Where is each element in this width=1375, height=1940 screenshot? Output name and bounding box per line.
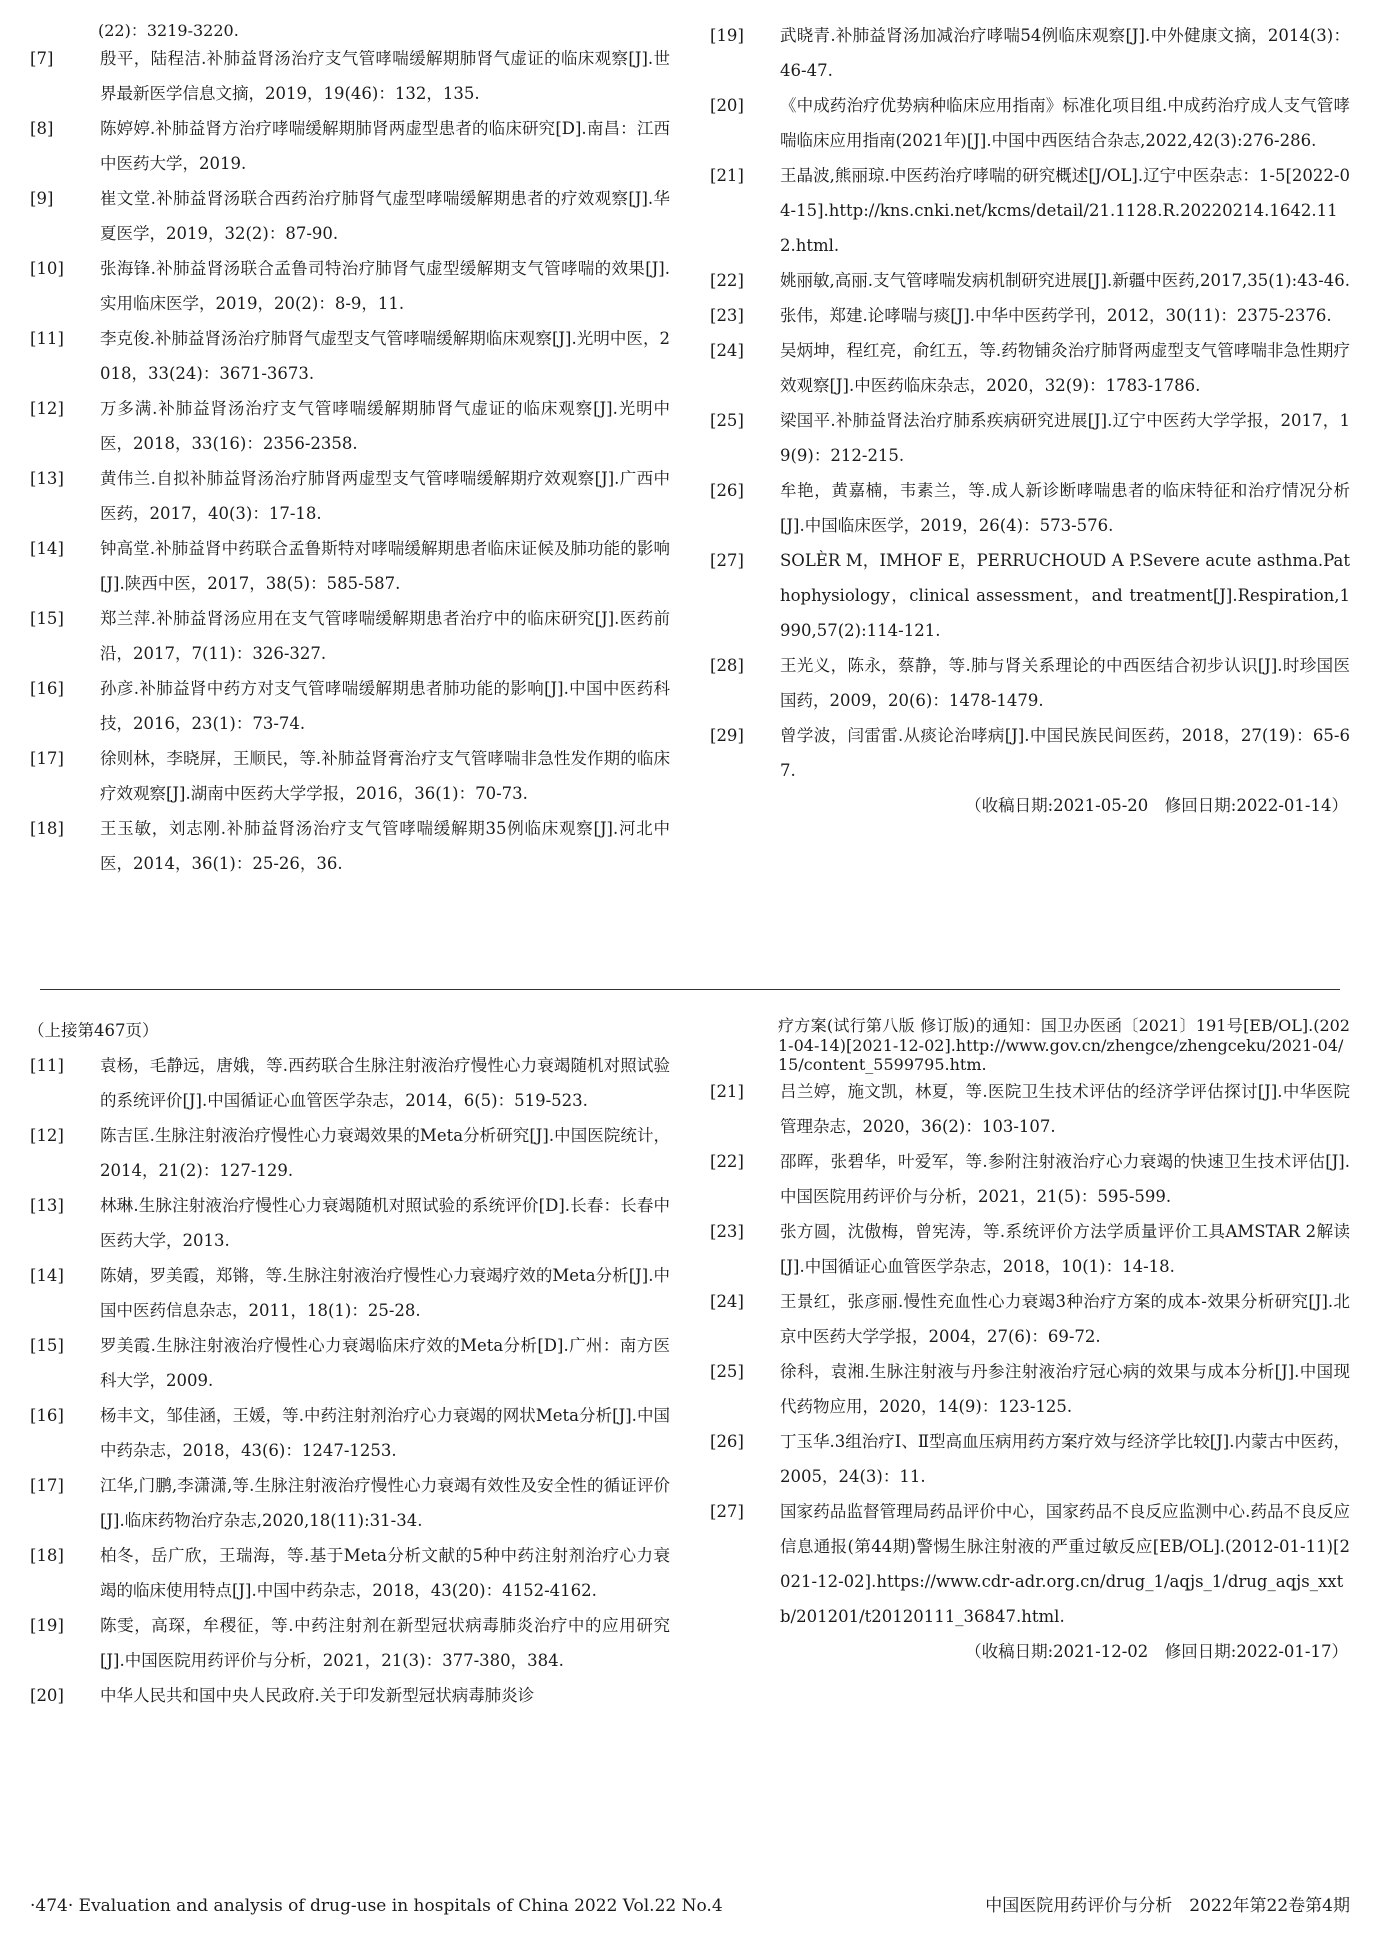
reference-item: [710, 1494, 1350, 1634]
reference-text: 崔文堂.补肺益肾汤联合西药治疗肺肾气虚型哮喘缓解期患者的疗效观察[J].华夏医学，2019，32(2)：87-90.: [100, 189, 670, 243]
reference-item: [710, 718, 1350, 788]
reference-text: 张伟，郑建.论哮喘与痰[J].中华中医药学刊，2012，30(11)：2375-2376.: [780, 306, 1332, 325]
reference-text: 黄伟兰.自拟补肺益肾汤治疗肺肾两虚型支气管哮喘缓解期疗效观察[J].广西中医药，2017，40(3)：17-18.: [100, 469, 670, 523]
reference-item: [710, 1354, 1350, 1424]
reference-number: [ 15 ]: [30, 1328, 100, 1398]
reference-text: 《中成药治疗优势病种临床应用指南》标准化项目组.中成药治疗成人支气管哮喘临床应用指南(2021年)[J].中国中西医结合杂志,2022,42(3):276-286.: [780, 96, 1350, 150]
reference-text: 姚丽敏,高丽.支气管哮喘发病机制研究进展[J].新疆中医药,2017,35(1):43-46.: [780, 271, 1350, 290]
reference-number: [ 19 ]: [30, 1608, 100, 1678]
reference-number: [ 20 ]: [710, 88, 780, 158]
reference-text: 李克俊.补肺益肾汤治疗肺肾气虚型支气管哮喘缓解期临床观察[J].光明中医，2018，33(24)：3671-3673.: [100, 329, 670, 383]
reference-number: [ 7 ]: [30, 41, 100, 111]
references-lower-right-column: [710, 1013, 1350, 1713]
reference-item: [710, 1284, 1350, 1354]
reference-number: [ 24 ]: [710, 1284, 780, 1354]
reference-item: [30, 1468, 670, 1538]
reference-text: 徐科，袁湘.生脉注射液与丹参注射液治疗冠心病的效果与成本分析[J].中国现代药物应用，2020，14(9)：123-125.: [780, 1362, 1350, 1416]
reference-number: [ 11 ]: [30, 1048, 100, 1118]
reference-text: 中华人民共和国中央人民政府.关于印发新型冠状病毒肺炎诊: [100, 1686, 535, 1705]
received-revised-dates: （收稿日期:2021-12-02 修回日期:2022-01-17）: [965, 1642, 1348, 1661]
reference-number: [ 22 ]: [710, 263, 780, 298]
reference-number: [ 19 ]: [710, 18, 780, 88]
reference-item: [30, 1328, 670, 1398]
reference-text: 钟高堂.补肺益肾中药联合孟鲁斯特对哮喘缓解期患者临床证候及肺功能的影响[J].陕西中医，2017，38(5)：585-587.: [100, 539, 670, 593]
reference-text: 罗美霞.生脉注射液治疗慢性心力衰竭临床疗效的Meta分析[D].广州：南方医科大学，2009.: [100, 1336, 670, 1390]
reference-number: [ 9 ]: [30, 181, 100, 251]
reference-text: 陈婧，罗美霞，郑锵，等.生脉注射液治疗慢性心力衰竭疗效的Meta分析[J].中国中医药信息杂志，2011，18(1)：25-28.: [100, 1266, 670, 1320]
reference-number: [ 14 ]: [30, 1258, 100, 1328]
reference-item: [30, 461, 670, 531]
reference-item: [710, 333, 1350, 403]
reference-continuation: 疗方案(试行第八版 修订版)的通知：国卫办医函〔2021〕191号[EB/OL].(2021-04-14)[2021-12-02].http://www.gov.cn/zhengce/zhengceku/2021-04/15/content_5599795.htm.: [778, 1016, 1350, 1074]
reference-item: [30, 181, 670, 251]
reference-item: [710, 1144, 1350, 1214]
section-divider: [40, 989, 1340, 990]
reference-text: 王景红，张彦丽.慢性充血性心力衰竭3种治疗方案的成本-效果分析研究[J].北京中医药大学学报，2004，27(6)：69-72.: [780, 1292, 1350, 1346]
reference-number: [ 16 ]: [30, 1398, 100, 1468]
reference-item: [30, 531, 670, 601]
reference-text: 万多满.补肺益肾汤治疗支气管哮喘缓解期肺肾气虚证的临床观察[J].光明中医，2018，33(16)：2356-2358.: [100, 399, 670, 453]
reference-item: [30, 391, 670, 461]
reference-number: [ 8 ]: [30, 111, 100, 181]
reference-item: [30, 671, 670, 741]
reference-continuation: (22)：3219-3220.: [98, 21, 239, 40]
reference-number: [ 13 ]: [30, 1188, 100, 1258]
reference-number: [ 11 ]: [30, 321, 100, 391]
reference-text: 吴炳坤，程红亮，俞红五，等.药物铺灸治疗肺肾两虚型支气管哮喘非急性期疗效观察[J].中医药临床杂志，2020，32(9)：1783-1786.: [780, 341, 1350, 395]
reference-number: [ 24 ]: [710, 333, 780, 403]
references-upper-right-column: [710, 18, 1350, 881]
reference-item: [30, 811, 670, 881]
reference-number: [ 18 ]: [30, 811, 100, 881]
reference-number: [ 21 ]: [710, 158, 780, 263]
references-upper-left-column: [30, 18, 670, 881]
reference-text: 殷平，陆程洁.补肺益肾汤治疗支气管哮喘缓解期肺肾气虚证的临床观察[J].世界最新医学信息文摘，2019，19(46)：132，135.: [100, 49, 670, 103]
references-upper: [30, 18, 1350, 881]
reference-item: [30, 601, 670, 671]
reference-item: [30, 1258, 670, 1328]
reference-number: [ 13 ]: [30, 461, 100, 531]
reference-item: [30, 1398, 670, 1468]
reference-item: [30, 1048, 670, 1118]
reference-text: 牟艳，黄嘉楠，韦素兰，等.成人新诊断哮喘患者的临床特征和治疗情况分析[J].中国临床医学，2019，26(4)：573-576.: [780, 481, 1350, 535]
reference-text: 武晓青.补肺益肾汤加减治疗哮喘54例临床观察[J].中外健康文摘，2014(3)：46-47.: [780, 26, 1350, 80]
reference-item: [710, 18, 1350, 88]
reference-item: [30, 111, 670, 181]
reference-text: 张海锋.补肺益肾汤联合孟鲁司特治疗肺肾气虚型缓解期支气管哮喘的效果[J].实用临床医学，2019，20(2)：8-9，11.: [100, 259, 670, 313]
reference-text: 陈雯，高琛，牟稷征，等.中药注射剂在新型冠状病毒肺炎治疗中的应用研究[J].中国医院用药评价与分析，2021，21(3)：377-380，384.: [100, 1616, 670, 1670]
reference-text: 徐则林，李晓屏，王顺民，等.补肺益肾膏治疗支气管哮喘非急性发作期的临床疗效观察[J].湖南中医药大学学报，2016，36(1)：70-73.: [100, 749, 670, 803]
reference-text: 曾学波，闫雷雷.从痰论治哮病[J].中国民族民间医药，2018，27(19)：65-67.: [780, 726, 1350, 780]
reference-item: [30, 1118, 670, 1188]
reference-number: [ 14 ]: [30, 531, 100, 601]
reference-text: 国家药品监督管理局药品评价中心，国家药品不良反应监测中心.药品不良反应信息通报(第44期)警惕生脉注射液的严重过敏反应[EB/OL].(2012-01-11)[2021-12-02].https://www.cdr-adr.org.cn/drug_1/aqjs_1/drug_aqjs_xxtb/201201/t20120111_36847.html.: [780, 1502, 1350, 1626]
reference-text: 丁玉华.3组治疗Ⅰ、Ⅱ型高血压病用药方案疗效与经济学比较[J].内蒙古中医药，2005，24(3)：11.: [780, 1432, 1350, 1486]
reference-number: [ 20 ]: [30, 1678, 100, 1713]
reference-text: 陈吉匡.生脉注射液治疗慢性心力衰竭效果的Meta分析研究[J].中国医院统计，2014，21(2)：127-129.: [100, 1126, 670, 1180]
reference-text: 郑兰萍.补肺益肾汤应用在支气管哮喘缓解期患者治疗中的临床研究[J].医药前沿，2017，7(11)：326-327.: [100, 609, 670, 663]
reference-item: [30, 741, 670, 811]
reference-number: [ 21 ]: [710, 1074, 780, 1144]
reference-number: [ 22 ]: [710, 1144, 780, 1214]
reference-text: 孙彦.补肺益肾中药方对支气管哮喘缓解期患者肺功能的影响[J].中国中医药科技，2016，23(1)：73-74.: [100, 679, 670, 733]
reference-item: [30, 41, 670, 111]
footer-journal-chinese: 中国医院用药评价与分析 2022年第22卷第4期: [985, 1896, 1350, 1916]
reference-number: [ 10 ]: [30, 251, 100, 321]
reference-text: 王晶波,熊丽琼.中医药治疗哮喘的研究概述[J/OL].辽宁中医杂志：1-5[2022-04-15].http://kns.cnki.net/kcms/detail/21.1128.R.20220214.1642.112.html.: [780, 166, 1350, 255]
reference-number: [ 15 ]: [30, 601, 100, 671]
reference-text: SOLÈR M，IMHOF E，PERRUCHOUD A P.Severe acute asthma.Pathophysiology，clinical assessment，and treatment[J].Respiration,1990,57(2):114-121.: [780, 551, 1350, 640]
reference-number: [ 25 ]: [710, 403, 780, 473]
reference-text: 陈婷婷.补肺益肾方治疗哮喘缓解期肺肾两虚型患者的临床研究[D].南昌：江西中医药大学，2019.: [100, 119, 670, 173]
reference-number: [ 27 ]: [710, 543, 780, 648]
references-lower-left-column: [30, 1013, 670, 1713]
reference-text: 袁杨，毛静远，唐娥，等.西药联合生脉注射液治疗慢性心力衰竭随机对照试验的系统评价[J].中国循证心血管医学杂志，2014，6(5)：519-523.: [100, 1056, 670, 1110]
reference-number: [ 16 ]: [30, 671, 100, 741]
reference-text: 张方圆，沈傲梅，曾宪涛，等.系统评价方法学质量评价工具AMSTAR 2解读[J].中国循证心血管医学杂志，2018，10(1)：14-18.: [780, 1222, 1350, 1276]
reference-item: [710, 1424, 1350, 1494]
reference-text: 王光义，陈永，蔡静，等.肺与肾关系理论的中西医结合初步认识[J].时珍国医国药，2009，20(6)：1478-1479.: [780, 656, 1350, 710]
reference-number: [ 26 ]: [710, 473, 780, 543]
page-footer: [30, 1894, 1350, 1918]
continued-from-note: （上接第467页）: [28, 1021, 159, 1040]
reference-number: [ 12 ]: [30, 1118, 100, 1188]
reference-number: [ 27 ]: [710, 1494, 780, 1634]
reference-text: 杨丰文，邹佳涵，王媛，等.中药注射剂治疗心力衰竭的网状Meta分析[J].中国中药杂志，2018，43(6)：1247-1253.: [100, 1406, 670, 1460]
reference-item: [710, 263, 1350, 298]
reference-item: [30, 321, 670, 391]
reference-item: [710, 543, 1350, 648]
reference-text: 林琳.生脉注射液治疗慢性心力衰竭随机对照试验的系统评价[D].长春：长春中医药大学，2013.: [100, 1196, 670, 1250]
reference-item: [30, 1678, 670, 1713]
reference-number: [ 12 ]: [30, 391, 100, 461]
reference-number: [ 29 ]: [710, 718, 780, 788]
reference-item: [30, 1608, 670, 1678]
reference-number: [ 25 ]: [710, 1354, 780, 1424]
received-revised-dates: （收稿日期:2021-05-20 修回日期:2022-01-14）: [965, 796, 1348, 815]
reference-item: [710, 298, 1350, 333]
references-lower: [30, 1013, 1350, 1713]
reference-number: [ 17 ]: [30, 741, 100, 811]
reference-number: [ 23 ]: [710, 298, 780, 333]
reference-text: 邵晖，张碧华，叶爱军，等.参附注射液治疗心力衰竭的快速卫生技术评估[J].中国医院用药评价与分析，2021，21(5)：595-599.: [780, 1152, 1350, 1206]
reference-text: 柏冬，岳广欣，王瑞海，等.基于Meta分析文献的5种中药注射剂治疗心力衰竭的临床使用特点[J].中国中药杂志，2018，43(20)：4152-4162.: [100, 1546, 670, 1600]
reference-item: [710, 648, 1350, 718]
reference-item: [710, 158, 1350, 263]
reference-item: [710, 88, 1350, 158]
reference-item: [30, 1538, 670, 1608]
reference-item: [710, 1214, 1350, 1284]
reference-number: [ 23 ]: [710, 1214, 780, 1284]
reference-number: [ 26 ]: [710, 1424, 780, 1494]
reference-text: 江华,门鹏,李潇潇,等.生脉注射液治疗慢性心力衰竭有效性及安全性的循证评价[J].临床药物治疗杂志,2020,18(11):31-34.: [100, 1476, 670, 1530]
reference-text: 梁国平.补肺益肾法治疗肺系疾病研究进展[J].辽宁中医药大学学报，2017，19(9)：212-215.: [780, 411, 1350, 465]
reference-text: 王玉敏，刘志刚.补肺益肾汤治疗支气管哮喘缓解期35例临床观察[J].河北中医，2014，36(1)：25-26，36.: [100, 819, 670, 873]
reference-item: [30, 1188, 670, 1258]
reference-number: [ 17 ]: [30, 1468, 100, 1538]
reference-number: [ 18 ]: [30, 1538, 100, 1608]
reference-number: [ 28 ]: [710, 648, 780, 718]
footer-journal-english: ·474· Evaluation and analysis of drug-use in hospitals of China 2022 Vol.22 No.4: [30, 1896, 723, 1916]
reference-text: 吕兰婷，施文凯，林夏，等.医院卫生技术评估的经济学评估探讨[J].中华医院管理杂志，2020，36(2)：103-107.: [780, 1082, 1350, 1136]
reference-item: [30, 251, 670, 321]
reference-item: [710, 473, 1350, 543]
reference-item: [710, 403, 1350, 473]
reference-item: [710, 1074, 1350, 1144]
